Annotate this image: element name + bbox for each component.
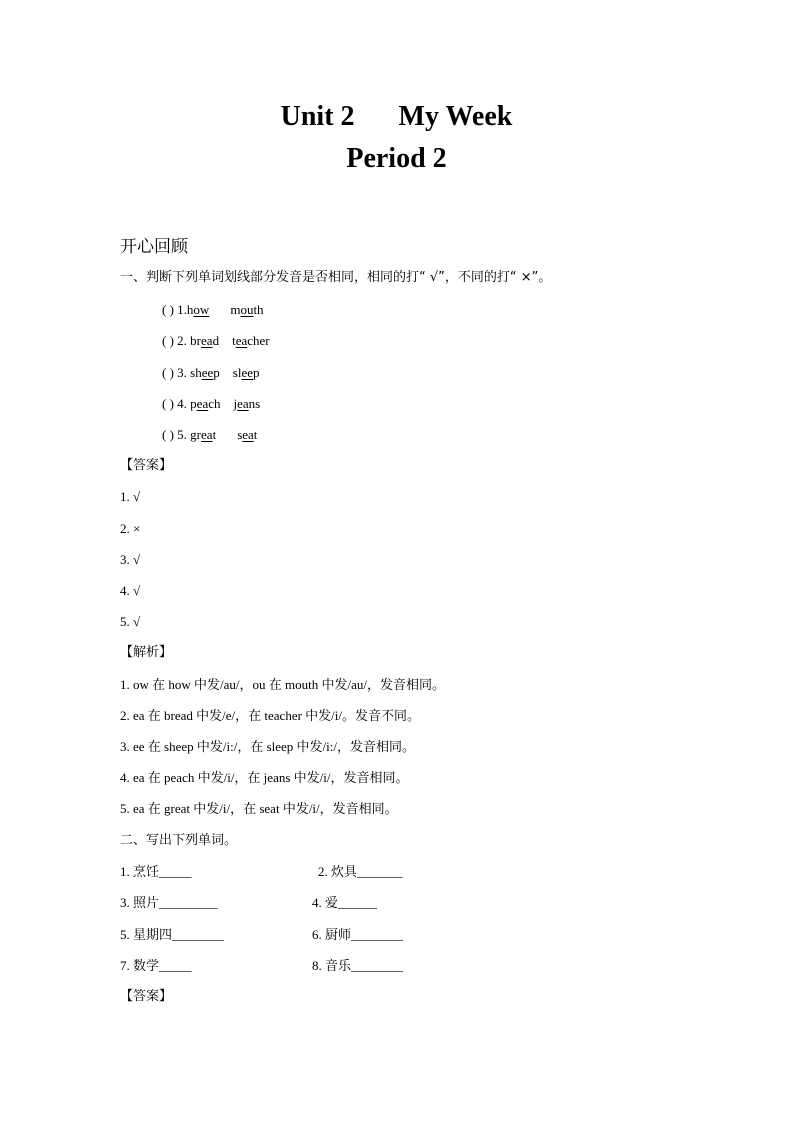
- answer-label: 【答案】: [120, 458, 173, 473]
- word-part: p: [253, 365, 260, 380]
- question-3: [162, 364, 260, 382]
- word-part: p: [213, 365, 220, 380]
- vocab-item-6: 6. 厨师________: [312, 927, 404, 942]
- analysis-label: 【解析】: [120, 645, 173, 660]
- part2-instruction: 二、写出下列单词。: [120, 833, 238, 848]
- word-part: h: [186, 302, 194, 317]
- underlined-letters: ou: [240, 302, 254, 317]
- analysis-line-2: 2. ea 在 bread 中发/e/，在 teacher 中发/i/。发音不同。: [120, 708, 421, 723]
- vocab-item-1: 1. 烹饪_____: [120, 864, 192, 879]
- question-2: [162, 332, 270, 350]
- underlined-letters: ea: [201, 333, 213, 348]
- vocab-item-8: 8. 音乐________: [312, 958, 404, 973]
- answer-2: 2. ×: [120, 521, 141, 536]
- vocab-item-4: 4. 爱______: [312, 895, 378, 910]
- underlined-letters: ea: [242, 427, 254, 442]
- word-part: j: [233, 396, 238, 411]
- word-part: ch: [208, 396, 221, 411]
- answer-5: 5. √: [120, 614, 141, 629]
- word-part: t: [232, 333, 236, 348]
- word-part: th: [253, 302, 264, 317]
- analysis-line-3: 3. ee 在 sheep 中发/i:/，在 sleep 中发/i:/，发音相同。: [120, 739, 415, 754]
- question-prefix: ( ) 3.: [162, 365, 191, 380]
- question-prefix: ( ) 1.: [162, 302, 187, 317]
- vocab-item-3: 3. 照片_________: [120, 895, 218, 910]
- word-part: s: [237, 427, 243, 442]
- underlined-letters: ea: [237, 396, 249, 411]
- vocab-item-5: 5. 星期四________: [120, 927, 225, 942]
- word-part: m: [230, 302, 241, 317]
- period-title: Period 2: [346, 143, 447, 174]
- part1-instruction: 一、判断下列单词划线部分发音是否相同，相同的打“ √”，不同的打“ ×”。: [120, 270, 552, 285]
- underlined-letters: ea: [235, 333, 248, 348]
- part2-answer-label: 【答案】: [120, 989, 173, 1004]
- word-part: sh: [190, 365, 202, 380]
- word-part: d: [212, 333, 220, 348]
- question-5: [162, 426, 257, 444]
- word-part: br: [190, 333, 202, 348]
- vocab-item-2: 2. 炊具_______: [318, 864, 403, 879]
- underlined-letters: ee: [201, 365, 214, 380]
- unit-name: My Week: [398, 101, 513, 132]
- question-1: [162, 301, 264, 319]
- analysis-line-5: 5. ea 在 great 中发/i/，在 seat 中发/i/，发音相同。: [120, 801, 398, 816]
- word-part: t: [253, 427, 258, 442]
- analysis-line-4: 4. ea 在 peach 中发/i/，在 jeans 中发/i/，发音相同。: [120, 770, 409, 785]
- word-part: t: [212, 427, 217, 442]
- answer-4: 4. √: [120, 583, 141, 598]
- underlined-letters: ea: [196, 396, 209, 411]
- question-4: [162, 395, 260, 413]
- question-prefix: ( ) 5.: [162, 427, 191, 442]
- underlined-letters: ea: [201, 427, 213, 442]
- word-part: sl: [232, 365, 242, 380]
- underlined-letters: ee: [241, 365, 253, 380]
- title-line-1: [0, 101, 793, 133]
- word-part: p: [190, 396, 197, 411]
- word-part: gr: [190, 427, 202, 442]
- question-prefix: ( ) 2.: [162, 333, 191, 348]
- analysis-line-1: 1. ow 在 how 中发/au/，ou 在 mouth 中发/au/，发音相同。: [120, 677, 445, 692]
- unit-label: Unit 2: [280, 101, 355, 132]
- word-part: ns: [248, 396, 261, 411]
- vocab-item-7: 7. 数学_____: [120, 958, 192, 973]
- answer-3: 3. √: [120, 552, 141, 567]
- section-heading: 开心回顾: [120, 237, 188, 257]
- answer-1: 1. √: [120, 489, 141, 504]
- word-part: cher: [247, 333, 270, 348]
- underlined-letters: ow: [193, 302, 210, 317]
- question-prefix: ( ) 4.: [162, 396, 191, 411]
